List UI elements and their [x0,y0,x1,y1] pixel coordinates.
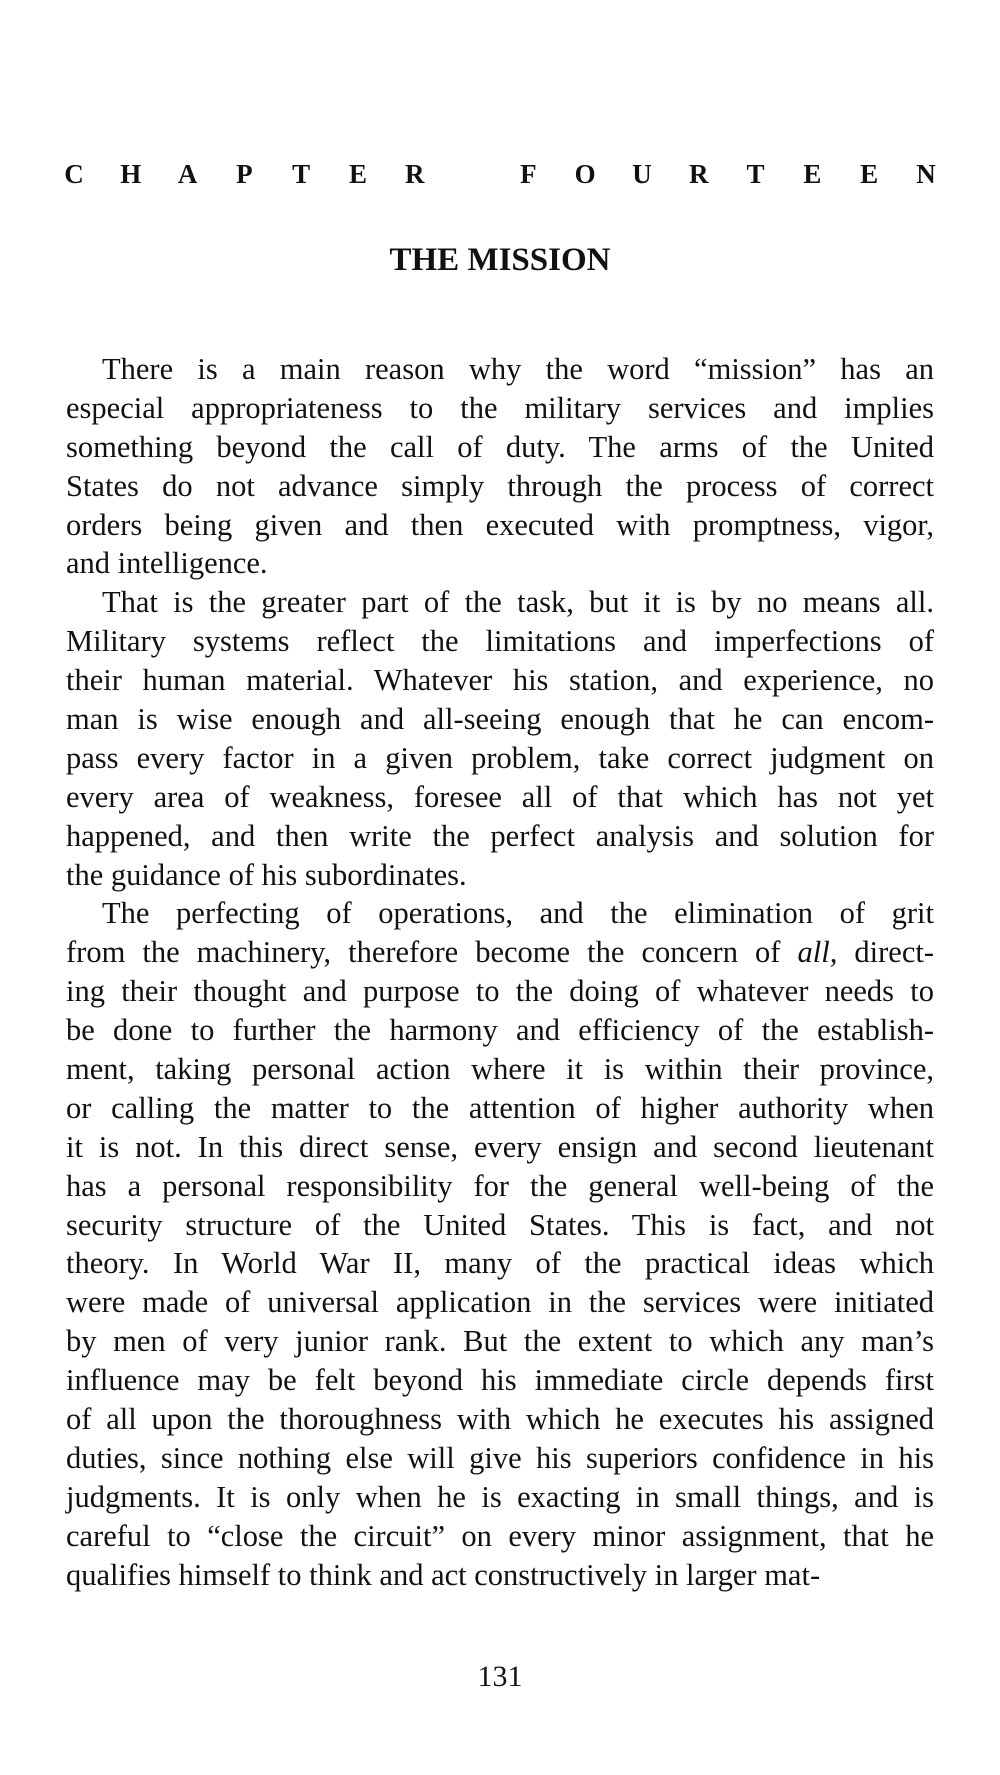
chapter-heading-letter: R [689,158,709,189]
text-line: States do not advance simply through the process of correct [66,468,934,503]
chapter-heading-letter: T [292,158,311,189]
text-line: security structure of the United States. This is fact, and not [66,1207,934,1242]
text-line: every area of weakness, foresee all of that which has not yet [66,779,934,814]
text-line: man is wise enough and all-seeing enough that he can encom- [66,702,934,737]
text-line: That is the greater part of the task, but it is by no means all. [102,585,934,620]
text-line: duties, since nothing else will give his superiors confidence in his [66,1440,934,1475]
text-line: ment, taking personal action where it is within their province, [66,1052,934,1087]
chapter-heading-letter: U [632,158,652,189]
chapter-heading-letter: P [236,158,253,189]
text-line: by men of very junior rank. But the extent to which any man’s [66,1324,934,1359]
text-line: judgments. It is only when he is exacting in small things, and is [66,1479,934,1514]
chapter-heading-letter: N [916,158,936,189]
text-line: has a personal responsibility for the general well-being of the [66,1168,934,1203]
text-line: ing their thought and purpose to the doing of whatever needs to [66,974,934,1009]
chapter-heading [62,158,938,190]
paragraph [66,894,934,1594]
text-line: were made of universal application in the services were initiated [66,1285,934,1320]
chapter-heading-letter: E [348,158,367,189]
text-line: especial appropriateness to the military services and implies [66,390,934,425]
chapter-heading-letter: F [520,158,537,189]
body-text [66,350,934,1595]
text-line: theory. In World War II, many of the practical ideas which [66,1246,934,1281]
text-line: and intelligence. [66,546,268,581]
text-line: their human material. Whatever his station, and experience, no [66,663,934,698]
text-line: There is a main reason why the word “mission” has an [102,352,934,386]
paragraph [66,350,934,583]
paragraph [66,583,934,894]
text-line: it is not. In this direct sense, every ensign and second lieutenant [66,1129,934,1164]
chapter-heading-letter: E [860,158,879,189]
text-line: or calling the matter to the attention of higher authority when [66,1090,934,1125]
chapter-title: THE MISSION [389,242,611,278]
chapter-heading-letter: C [64,158,84,189]
text-segment: from the machinery, therefore become the concern of [66,935,798,970]
text-line: The perfecting of operations, and the elimination of grit [102,896,934,931]
text-line: something beyond the call of duty. The arms of the United [66,429,934,464]
text-line: orders being given and then executed with promptness, vigor, [66,507,934,542]
chapter-heading-letter: R [405,158,425,189]
text-segment: direct- [837,935,934,970]
text-line: qualifies himself to think and act constructively in larger mat- [66,1557,821,1592]
italic-text: all, [797,935,838,970]
text-line: Military systems reflect the limitations and imperfections of [66,624,934,659]
chapter-heading-letter: H [120,158,142,189]
chapter-heading-letter: A [177,158,198,189]
text-line: the guidance of his subordinates. [66,857,467,892]
text-line: careful to “close the circuit” on every minor assignment, that he [66,1518,934,1553]
chapter-heading-letter: T [746,158,765,189]
text-line: happened, and then write the perfect analysis and solution for [66,818,934,853]
page-number: 131 [477,1660,523,1693]
text-line: of all upon the thoroughness with which he executes his assigned [66,1402,934,1437]
chapter-heading-letter: E [803,158,822,189]
text-line [66,933,934,972]
text-line: be done to further the harmony and efficiency of the establish- [66,1013,934,1048]
text-line: pass every factor in a given problem, take correct judgment on [66,740,934,775]
text-line: influence may be felt beyond his immediate circle depends first [66,1363,934,1398]
chapter-heading-letter: O [574,158,596,189]
